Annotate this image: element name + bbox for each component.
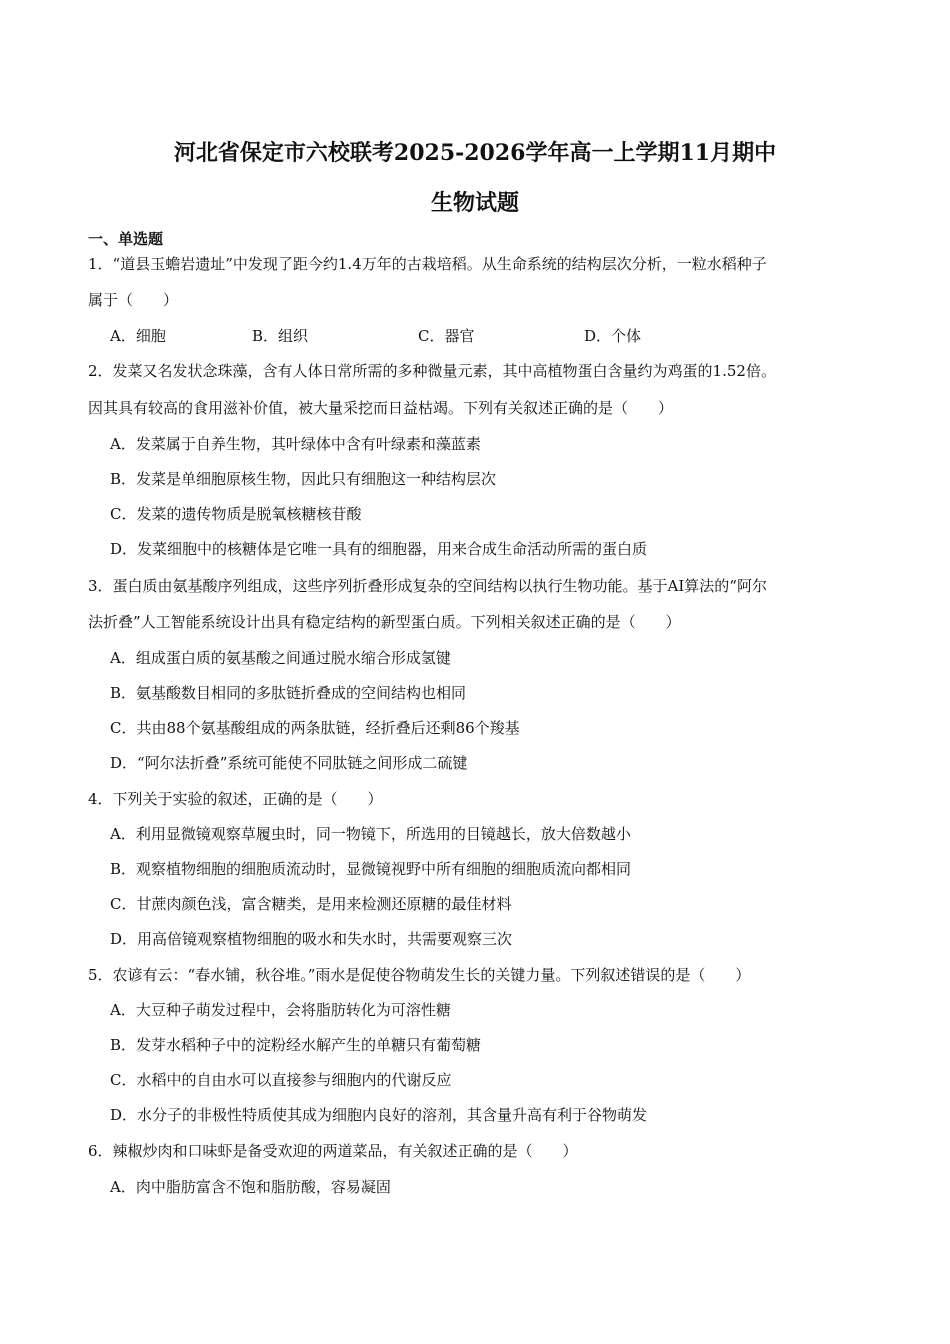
- question-2-option-a: A．发菜属于自养生物，其叶绿体中含有叶绿素和藻蓝素: [110, 435, 481, 453]
- question-1-line-1: 1．“道县玉蟾岩遗址”中发现了距今约1.4万年的古栽培稻。从生命系统的结构层次分析，一粒水稻种子: [88, 255, 767, 273]
- question-3-line-2: 法折叠”人工智能系统设计出具有稳定结构的新型蛋白质。下列相关叙述正确的是（ ）: [88, 613, 681, 631]
- page-title: 河北省保定市六校联考2025-2026学年高一上学期11月期中: [173, 140, 777, 166]
- question-4-option-c: C．甘蔗肉颜色浅，富含糖类，是用来检测还原糖的最佳材料: [110, 895, 512, 913]
- question-1-option-a: A．细胞: [110, 327, 166, 345]
- question-5-option-a: A．大豆种子萌发过程中，会将脂肪转化为可溶性糖: [110, 1001, 451, 1019]
- question-5-option-b: B．发芽水稻种子中的淀粉经水解产生的单糖只有葡萄糖: [110, 1036, 482, 1054]
- question-3-option-c: C．共由88个氨基酸组成的两条肽链，经折叠后还剩86个羧基: [110, 719, 520, 737]
- question-2-option-c: C．发菜的遗传物质是脱氧核糖核苷酸: [110, 505, 362, 523]
- question-2-line-2: 因其具有较高的食用滋补价值，被大量采挖而日益枯竭。下列有关叙述正确的是（ ）: [88, 399, 674, 417]
- question-1-line-2: 属于（ ）: [88, 291, 179, 309]
- page-subtitle: 生物试题: [430, 190, 519, 216]
- question-4-option-d: D．用高倍镜观察植物细胞的吸水和失水时，共需要观察三次: [110, 930, 513, 948]
- question-2-option-b: B．发菜是单细胞原核生物，因此只有细胞这一种结构层次: [110, 470, 497, 488]
- question-4-line-1: 4．下列关于实验的叙述，正确的是（ ）: [88, 790, 383, 808]
- question-4-option-b: B．观察植物细胞的细胞质流动时，显微镜视野中所有细胞的细胞质流向都相同: [110, 860, 632, 878]
- question-2-option-d: D．发菜细胞中的核糖体是它唯一具有的细胞器，用来合成生命活动所需的蛋白质: [110, 540, 648, 558]
- question-5-line-1: 5．农谚有云：“春水铺，秋谷堆。”雨水是促使谷物萌发生长的关键力量。下列叙述错误的是（ ）: [88, 966, 751, 984]
- question-2-line-1: 2．发菜又名发状念珠藻，含有人体日常所需的多种微量元素，其中高植物蛋白含量约为鸡蛋的1.52倍。: [88, 362, 776, 380]
- question-1-option-d: D．个体: [584, 327, 642, 345]
- question-6-option-a: A．肉中脂肪富含不饱和脂肪酸，容易凝固: [110, 1178, 391, 1196]
- question-4-option-a: A．利用显微镜观察草履虫时，同一物镜下，所选用的目镜越长，放大倍数越小: [110, 825, 631, 843]
- question-3-line-1: 3．蛋白质由氨基酸序列组成，这些序列折叠形成复杂的空间结构以执行生物功能。基于AI算法的“阿尔: [88, 577, 767, 595]
- question-3-option-a: A．组成蛋白质的氨基酸之间通过脱水缩合形成氢键: [110, 649, 451, 667]
- question-5-option-d: D．水分子的非极性特质使其成为细胞内良好的溶剂，其含量升高有利于谷物萌发: [110, 1106, 648, 1124]
- question-3-option-b: B．氨基酸数目相同的多肽链折叠成的空间结构也相同: [110, 684, 467, 702]
- question-1-option-b: B．组织: [252, 327, 309, 345]
- question-5-option-c: C．水稻中的自由水可以直接参与细胞内的代谢反应: [110, 1071, 452, 1089]
- question-3-option-d: D．“阿尔法折叠”系统可能使不同肽链之间形成二硫键: [110, 754, 468, 772]
- question-6-line-1: 6．辣椒炒肉和口味虾是备受欢迎的两道菜品，有关叙述正确的是（ ）: [88, 1142, 578, 1160]
- section-heading: 一、单选题: [88, 230, 164, 248]
- question-1-option-c: C．器官: [418, 327, 475, 345]
- question-1-options: [110, 326, 810, 346]
